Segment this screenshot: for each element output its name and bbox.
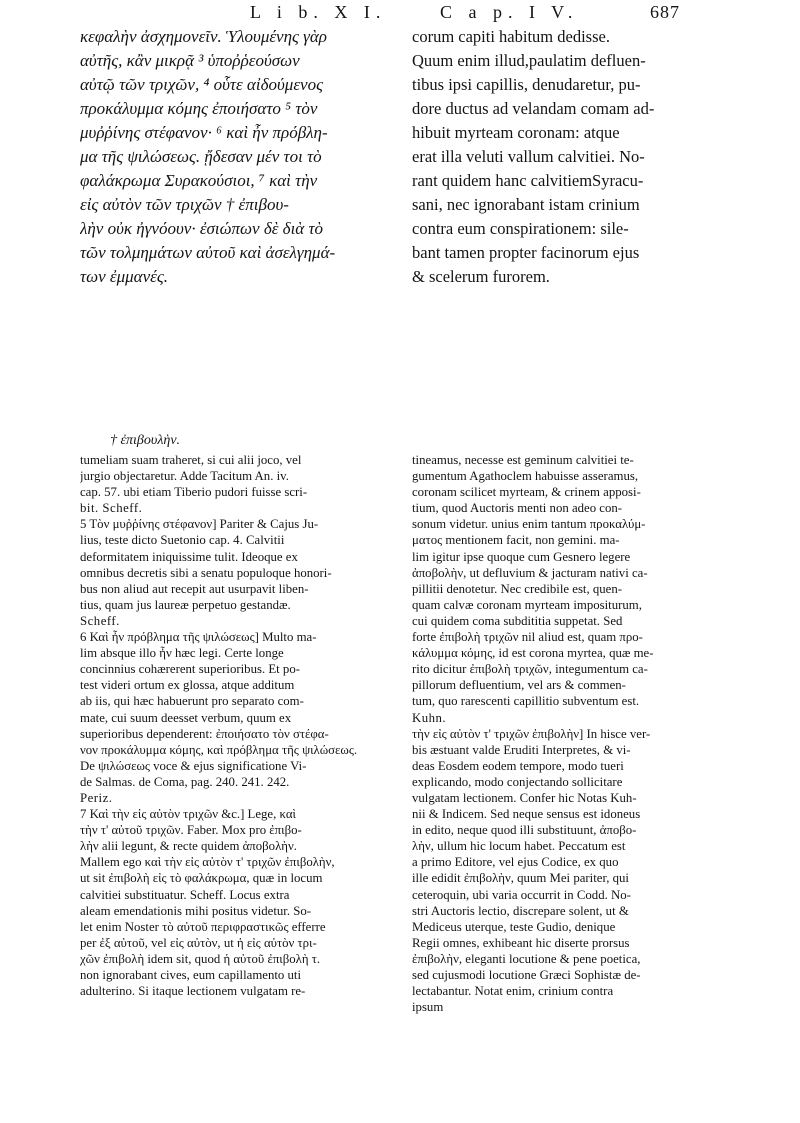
greek-line: προκάλυμμα κόμης ἐποιήσατο ⁵ τὸν: [80, 99, 318, 118]
greek-line: φαλάκρωμα Συρακούσιοι, ⁷ καὶ τὴν: [80, 171, 318, 190]
note-line: De ψιλώσεως voce & ejus significatione Vi-: [80, 758, 307, 773]
greek-line: μυῤῥίνης στέφανον· ⁶ καὶ ἦν πρόβλη-: [80, 123, 328, 142]
note-line: explicando, modo conjectando sollicitare: [412, 774, 623, 789]
note-line: tineamus, necesse est geminum calvitiei te-: [412, 453, 634, 467]
note-line: sed cujusmodi locutione Græci Sophistæ de-: [412, 968, 641, 982]
note-line: 6 Καὶ ἦν πρόβλημα τῆς ψιλώσεως] Multo ma-: [80, 630, 317, 645]
note-line: in edito, neque quod illi substituunt, ἀποβο-: [412, 823, 637, 838]
greek-line: αὐτῷ τῶν τριχῶν, ⁴ οὗτε αἰδούμενος: [80, 75, 323, 94]
note-line: 7 Καὶ τὴν εἰς αὐτὸν τριχῶν &c.] Lege, καὶ: [80, 807, 296, 822]
note-line: Regii omnes, exhibeant hic diserte prorsus: [412, 935, 630, 950]
note-line: ab iis, qui hæc habuerunt pro separato com-: [80, 694, 304, 709]
note-line: sonum videtur. unius enim tantum προκαλύμ-: [412, 517, 646, 532]
note-line: lectabantur. Notat enim, crinium contra: [412, 984, 614, 999]
note-line: test videri ortum ex glossa, atque additum: [80, 678, 295, 693]
note-line: ceteroquin, ubi varia occurrit in Codd. No-: [412, 887, 631, 902]
note-line: ματος mentionem facit, non gemini. ma-: [412, 533, 620, 548]
note-line: τὴν τ' αὐτοῦ τριχῶν. Faber. Mox pro ἐπιβο-: [80, 823, 302, 838]
latin-line: hibuit myrteam coronam: atque: [412, 123, 620, 142]
note-line: forte ἐπιβολὴ τριχῶν nil aliud est, quam προ-: [412, 630, 643, 645]
latin-line: dore ductus ad velandam comam ad-: [412, 99, 655, 118]
note-line: Mallem ego καὶ τὴν εἰς αὐτὸν τ' τριχῶν ἐπιβολὴν,: [80, 855, 335, 870]
latin-line: sani, nec ignorabant istam crinium: [412, 195, 640, 214]
note-line: de Salmas. de Coma, pag. 240. 241. 242.: [80, 774, 290, 789]
latin-line: contra eum conspirationem: sile-: [412, 219, 629, 238]
note-line: per ἐξ αὐτοῦ, vel εἰς αὐτὸν, ut ἡ εἰς αὐτὸν τρι-: [80, 935, 317, 950]
note-line: νον προκάλυμμα κόμης, καὶ πρόβλημα τῆς ψιλώσεως.: [80, 742, 358, 757]
latin-line: corum capiti habitum dedisse.: [412, 27, 610, 46]
note-line: non ignorabant cives, eum capillamento uti: [80, 968, 302, 982]
note-line: rito dicitur ἐπιβολὴ τριχῶν, integumentum ca-: [412, 662, 648, 677]
note-line: mate, cui suum deesset verbum, quum ex: [80, 710, 292, 725]
note-line: λὴν alii legunt, & recte quidem ἀποβολὴν.: [80, 839, 297, 854]
note-line: Periz.: [80, 790, 113, 805]
note-line: calvitiei substituatur. Scheff. Locus extra: [80, 887, 290, 902]
note-line: a primo Editore, vel ejus Codice, ex quo: [412, 855, 619, 870]
note-line: jurgio objectaretur. Adde Tacitum An. iv.: [80, 469, 289, 484]
note-line: coronam scilicet myrteam, & crinem apposi-: [412, 485, 641, 500]
greek-line: εἰς αὐτὸν τῶν τριχῶν † ἐπιβου-: [80, 195, 289, 214]
note-line: 5 Τὸν μυῤῥίνης στέφανον] Pariter & Cajus Ju-: [80, 517, 319, 532]
note-line: λὴν, ullum hic locum habet. Peccatum est: [412, 839, 626, 854]
latin-line: erat illa veluti vallum calvitiei. No-: [412, 147, 645, 166]
note-line: ipsum: [412, 1000, 444, 1015]
running-head-book: L i b. X I.: [250, 2, 387, 22]
note-line: lius, teste dicto Suetonio cap. 4. Calvitii: [80, 533, 285, 548]
note-line: bis æstuant valde Eruditi Interpretes, & vi-: [412, 742, 631, 757]
notes-right-column: [412, 452, 747, 1031]
note-line: χῶν ἐπιβολὴ idem sit, quod ἡ αὐτοῦ ἐπιβολὴ τ.: [80, 951, 321, 966]
latin-translation-column: [412, 25, 747, 289]
note-line: stri Auctoris lectio, discrepare solent, ut &: [412, 903, 629, 918]
note-line: lim igitur ipse quoque cum Gesnero legere: [412, 549, 631, 564]
note-line: [412, 1015, 747, 1031]
note-line: concinnius cohærerent superioribus. Et po-: [80, 662, 300, 677]
running-head: [250, 0, 700, 24]
note-line: tum, quo rarescenti capillitio subventum est.: [412, 694, 640, 709]
note-line: aleam emendationis mihi positus videtur. So-: [80, 903, 312, 918]
note-line: adulterino. Si itaque lectionem vulgatam re-: [80, 984, 306, 999]
note-line: κάλυμμα κόμης, id est corona myrtea, quæ me-: [412, 646, 654, 661]
note-line: ut sit ἐπιβολὴ εἰς τὸ φαλάκρωμα, quæ in locum: [80, 871, 323, 886]
greek-line: αὐτῆς, κἂν μικρᾷ ³ ὑποῤῥεούσων: [80, 51, 300, 70]
notes-left-column: [80, 452, 400, 999]
note-line: quam calvæ coronam myrteam impositurum,: [412, 597, 642, 612]
note-line: nii & Indicem. Sed neque sensus est idoneus: [412, 807, 641, 822]
note-line: tumeliam suam traheret, si cui alii joco, vel: [80, 453, 302, 467]
greek-line: λὴν οὐκ ἠγνόουν· ἐσιώπων δὲ διὰ τὸ: [80, 219, 324, 238]
note-line: Scheff.: [80, 613, 120, 628]
note-line: bus non aliud aut recepit aut usurpavit liben-: [80, 581, 309, 596]
note-line: ille edidit ἐπιβολὴν, quum Mei pariter, qui: [412, 871, 629, 886]
note-line: vulgatam lectionem. Confer hic Notas Kuh-: [412, 790, 637, 805]
note-line: cui quidem coma subdititia suppetat. Sed: [412, 613, 623, 628]
note-line: deformitatem iniquissime tulit. Ideoque ex: [80, 549, 298, 564]
greek-line: των ἐμμανές.: [80, 267, 168, 286]
latin-line: bant tamen propter facinorum ejus: [412, 243, 640, 262]
note-line: pillorum defluentium, vel ars & commen-: [412, 678, 626, 693]
running-head-chapter: C a p. I V.: [440, 2, 579, 22]
latin-line: rant quidem hanc calvitiemSyracu-: [412, 171, 644, 190]
note-line: tius, quam jus laureæ perpetuo gestandæ.: [80, 597, 291, 612]
note-line: τὴν εἰς αὐτὸν τ' τριχῶν ἐπιβολὴν] In hisce ver-: [412, 726, 651, 741]
note-line: omnibus decretis sibi a senatu populoque honori-: [80, 565, 332, 580]
note-line: gumentum Agathoclem habuisse asseramus,: [412, 469, 639, 484]
note-line: superioribus dependerent: ἐποιήσατο τὸν στέφα-: [80, 726, 329, 741]
greek-line: μα τῆς ψιλώσεως. ᾔδεσαν μέν τοι τὸ: [80, 147, 322, 166]
note-line: tium, quod Auctoris menti non adeo con-: [412, 501, 623, 516]
latin-line: & scelerum furorem.: [412, 267, 550, 286]
latin-line: tibus ipsi capillis, denudaretur, pu-: [412, 75, 641, 94]
note-line: cap. 57. ubi etiam Tiberio pudori fuisse scri-: [80, 485, 308, 500]
note-line: bit. Scheff.: [80, 501, 143, 516]
greek-line: τῶν τολμημάτων αὐτοῦ καὶ ἀσελγημά-: [80, 243, 336, 262]
note-line: let enim Noster τὸ αὐτοῦ περιφραστικῶς efferre: [80, 919, 326, 934]
note-line: lim absque illo ἦν hæc legi. Certe longe: [80, 646, 284, 661]
note-line: deas Eosdem eodem tempore, modo tueri: [412, 758, 624, 773]
greek-line: κεφαλὴν ἀσχημονεῖν. Ὑλουμένης γὰρ: [80, 27, 327, 46]
note-line: ἀποβολὴν, ut defluvium & jacturam nativi ca-: [412, 565, 648, 580]
note-line: pillitii denotetur. Nec credibile est, quen-: [412, 581, 623, 596]
note-line: Mediceus uterque, teste Gudio, denique: [412, 919, 616, 934]
latin-line: Quum enim illud,paulatim defluen-: [412, 51, 646, 70]
note-line: ἐπιβολὴν, eleganti locutione & pene poetica,: [412, 951, 641, 966]
greek-text-column: [80, 25, 400, 289]
page-number: 687: [650, 2, 680, 22]
note-line: Kuhn.: [412, 710, 447, 725]
note-lemma: † ἐπιβουλὴν.: [110, 433, 181, 448]
